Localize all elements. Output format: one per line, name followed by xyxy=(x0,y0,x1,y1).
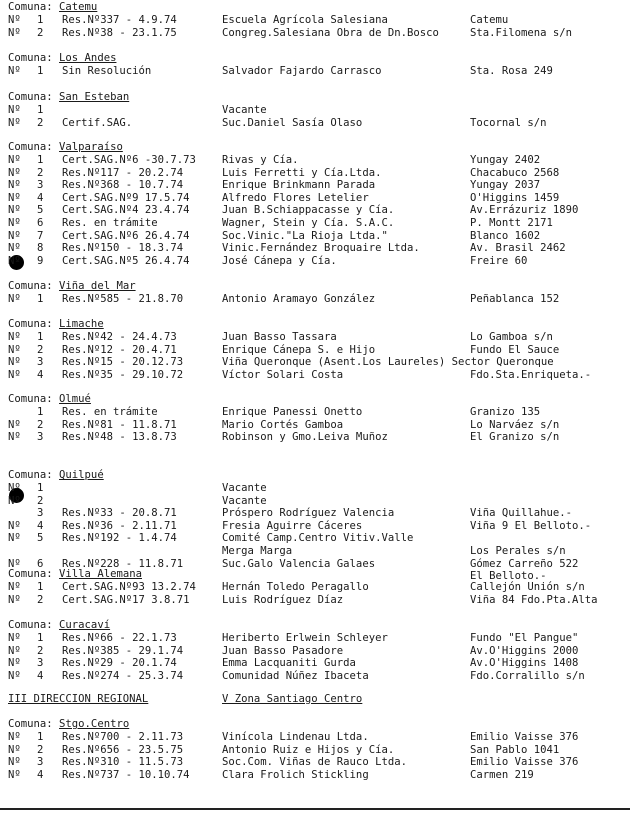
row-number: 1 xyxy=(37,331,44,343)
location: Yungay 2402 xyxy=(470,154,541,166)
location: Carmen 219 xyxy=(470,768,534,781)
holder-name: Salvador Fajardo Carrasco xyxy=(222,65,382,77)
comuna-name: Valparaíso xyxy=(59,141,123,153)
row-number-label: Nº xyxy=(8,191,21,204)
comuna-header xyxy=(0,280,630,293)
comuna-name: Los Andes xyxy=(59,52,117,64)
location: Tocornal s/n xyxy=(470,116,547,129)
row-number: 8 xyxy=(37,242,44,255)
row-number: 2 xyxy=(37,166,44,179)
row-number: 5 xyxy=(37,532,44,545)
location: Los Perales s/n xyxy=(470,544,566,557)
table-row xyxy=(0,744,630,757)
comuna-label: Comuna: xyxy=(8,141,53,153)
comuna-section xyxy=(0,393,630,444)
holder-name: Juan Basso Tassara xyxy=(222,331,337,343)
row-number: 7 xyxy=(37,229,44,242)
comuna-name: Quilpué xyxy=(59,469,104,481)
comuna-label: Comuna: xyxy=(8,619,53,631)
comuna-name: Catemu xyxy=(59,1,98,13)
location: Fdo.Corralillo s/n xyxy=(470,669,585,682)
row-number: 1 xyxy=(37,482,44,494)
row-number: 2 xyxy=(37,343,44,356)
comuna-section xyxy=(0,619,630,682)
location: Sta.Filomena s/n xyxy=(470,26,573,39)
table-row xyxy=(0,507,630,520)
row-number: 5 xyxy=(37,204,44,217)
holder-name: Vinic.Fernández Broquaire Ltda. xyxy=(222,242,420,255)
holder-name: Comité Camp.Centro Vitiv.Valle xyxy=(222,532,414,545)
row-number-label: Nº xyxy=(8,14,21,26)
location: Viña 84 Fdo.Pta.Alta xyxy=(470,593,598,606)
table-row xyxy=(0,657,630,670)
table-row xyxy=(0,192,630,205)
row-number: 3 xyxy=(37,179,44,192)
holder-name: Merga Marga xyxy=(222,544,293,557)
resolution: Res. en trámite xyxy=(62,216,158,229)
row-number-label: Nº xyxy=(8,216,21,229)
table-row xyxy=(0,344,630,357)
holder-name: Antonio Ruiz e Hijos y Cía. xyxy=(222,743,395,756)
row-number-label: Nº xyxy=(8,644,21,657)
row-number: 2 xyxy=(37,593,44,606)
location: Catemu xyxy=(470,14,509,26)
row-number: 9 xyxy=(37,254,44,267)
row-number: 3 xyxy=(37,431,44,444)
comuna-header xyxy=(0,469,630,482)
comuna-section xyxy=(0,1,630,39)
table-row xyxy=(0,331,630,344)
comuna-name: Olmué xyxy=(59,393,91,405)
location: Fundo "El Pangue" xyxy=(470,632,579,644)
row-number: 2 xyxy=(37,418,44,431)
location: Av.O'Higgins 2000 xyxy=(470,644,579,657)
resolution: Res.Nº337 - 4.9.74 xyxy=(62,14,177,26)
row-number: 1 xyxy=(37,14,44,26)
location: El Granizo s/n xyxy=(470,431,560,444)
location: El Belloto.- xyxy=(470,570,547,583)
holder-name: Fresia Aguirre Cáceres xyxy=(222,519,363,532)
resolution: Res.Nº274 - 25.3.74 xyxy=(62,669,184,682)
location: Av.Errázuriz 1890 xyxy=(470,204,579,217)
holder-name: Enrique Panessi Onetto xyxy=(222,406,363,418)
resolution: Cert.SAG.Nº9 17.5.74 xyxy=(62,191,190,204)
holder-name: Congreg.Salesiana Obra de Dn.Bosco xyxy=(222,26,439,39)
row-number: 4 xyxy=(37,191,44,204)
holder-name: Próspero Rodríguez Valencia xyxy=(222,507,395,520)
comuna-name: Curacaví xyxy=(59,619,111,631)
location: San Pablo 1041 xyxy=(470,743,560,756)
resolution: Res.Nº33 - 20.8.71 xyxy=(62,507,177,520)
comuna-label: Comuna: xyxy=(8,1,53,13)
location: Freire 60 xyxy=(470,254,528,267)
holder-name: Soc.Vinic."La Rioja Ltda." xyxy=(222,229,388,242)
location: Emilio Vaisse 376 xyxy=(470,756,579,769)
resolution: Cert.SAG.Nº93 13.2.74 xyxy=(62,581,196,593)
location: Yungay 2037 xyxy=(470,179,541,192)
table-row xyxy=(0,495,630,508)
row-number: 1 xyxy=(37,632,44,644)
location: Lo Gamboa s/n xyxy=(470,331,553,343)
comuna-header xyxy=(0,718,630,731)
holder-name: Soc.Com. Viñas de Rauco Ltda. xyxy=(222,756,407,769)
comuna-section xyxy=(0,469,630,583)
comuna-header xyxy=(0,52,630,65)
comuna-section xyxy=(0,52,630,78)
resolution: Res.Nº228 - 11.8.71 xyxy=(62,557,184,570)
holder-name: Vacante xyxy=(222,494,267,507)
table-row xyxy=(0,154,630,167)
resolution: Res.Nº700 - 2.11.73 xyxy=(62,731,184,743)
resolution: Cert.SAG.Nº6 -30.7.73 xyxy=(62,154,196,166)
resolution: Res.Nº585 - 21.8.70 xyxy=(62,293,184,305)
holder-name: Comunidad Núñez Ibaceta xyxy=(222,669,369,682)
row-number: 3 xyxy=(37,356,44,369)
resolution: Res.Nº35 - 29.10.72 xyxy=(62,368,184,381)
comuna-header xyxy=(0,568,630,581)
holder-name: Vacante xyxy=(222,104,267,116)
resolution: Res.Nº117 - 20.2.74 xyxy=(62,166,184,179)
comuna-label: Comuna: xyxy=(8,469,53,481)
table-row xyxy=(0,594,630,607)
table-row xyxy=(0,632,630,645)
row-number-label: Nº xyxy=(8,26,21,39)
row-number: 3 xyxy=(37,756,44,769)
table-row xyxy=(0,520,630,533)
comuna-header xyxy=(0,91,630,104)
row-number-label: Nº xyxy=(8,494,21,507)
resolution: Res.Nº368 - 10.7.74 xyxy=(62,179,184,192)
row-number-label: Nº xyxy=(8,242,21,255)
resolution: Res. en trámite xyxy=(62,406,158,418)
row-number-label: Nº xyxy=(8,756,21,769)
table-row xyxy=(0,670,630,683)
location: Blanco 1602 xyxy=(470,229,541,242)
resolution: Res.Nº12 - 20.4.71 xyxy=(62,343,177,356)
row-number-label: Nº xyxy=(8,557,21,570)
resolution: Res.Nº81 - 11.8.71 xyxy=(62,418,177,431)
resolution: Cert.SAG.Nº4 23.4.74 xyxy=(62,204,190,217)
comuna-name: Limache xyxy=(59,318,104,330)
row-number: 2 xyxy=(37,494,44,507)
row-number: 3 xyxy=(37,657,44,670)
resolution: Certif.SAG. xyxy=(62,116,133,129)
table-row xyxy=(0,369,630,382)
row-number-label: Nº xyxy=(8,768,21,781)
resolution: Sin Resolución xyxy=(62,65,152,77)
holder-name: Escuela Agrícola Salesiana xyxy=(222,14,388,26)
comuna-section xyxy=(0,280,630,306)
row-number-label: Nº xyxy=(8,632,21,644)
resolution: Res.Nº29 - 20.1.74 xyxy=(62,657,177,670)
table-row xyxy=(0,545,630,558)
row-number-label: Nº xyxy=(8,532,21,545)
comuna-section xyxy=(0,318,630,381)
table-row xyxy=(0,104,630,117)
table-row xyxy=(0,731,630,744)
resolution: Res.Nº38 - 23.1.75 xyxy=(62,26,177,39)
row-number-label: Nº xyxy=(8,293,21,305)
row-number: 4 xyxy=(37,368,44,381)
table-row xyxy=(0,419,630,432)
location: Av. Brasil 2462 xyxy=(470,242,566,255)
table-row xyxy=(0,255,630,268)
row-number-label: Nº xyxy=(8,418,21,431)
comuna-header xyxy=(0,393,630,406)
comuna-name: San Esteban xyxy=(59,91,130,103)
holder-name: Enrique Cánepa S. e Hijo xyxy=(222,343,376,356)
comuna-name: Viña del Mar xyxy=(59,280,136,292)
holder-name: Enrique Brinkmann Parada xyxy=(222,179,376,192)
row-number: 6 xyxy=(37,557,44,570)
resolution: Res.Nº15 - 20.12.73 xyxy=(62,356,184,369)
location: Callejón Unión s/n xyxy=(470,581,585,593)
holder-name: José Cánepa y Cía. xyxy=(222,254,337,267)
row-number: 1 xyxy=(37,731,44,743)
holder-name: Vinícola Lindenau Ltda. xyxy=(222,731,369,743)
location: Av.O'Higgins 1408 xyxy=(470,657,579,670)
holder-name: Robinson y Gmo.Leiva Muñoz xyxy=(222,431,388,444)
table-row xyxy=(0,756,630,769)
table-row xyxy=(0,645,630,658)
table-row xyxy=(0,117,630,130)
location: Fdo.Sta.Enriqueta.- xyxy=(470,368,592,381)
comuna-header xyxy=(0,141,630,154)
comuna-section xyxy=(0,91,630,129)
row-number-label: Nº xyxy=(8,743,21,756)
location: Emilio Vaisse 376 xyxy=(470,731,579,743)
resolution: Cert.SAG.Nº6 26.4.74 xyxy=(62,229,190,242)
row-number: 1 xyxy=(37,65,44,77)
comuna-header xyxy=(0,1,630,14)
comuna-section xyxy=(0,141,630,267)
comuna-label: Comuna: xyxy=(8,568,53,580)
row-number-label: Nº xyxy=(8,331,21,343)
comuna-label: Comuna: xyxy=(8,393,53,405)
resolution: Res.Nº66 - 22.1.73 xyxy=(62,632,177,644)
row-number: 1 xyxy=(37,581,44,593)
holder-name: Juan B.Schiappacasse y Cía. xyxy=(222,204,395,217)
comuna-label: Comuna: xyxy=(8,52,53,64)
row-number: 2 xyxy=(37,743,44,756)
holder-name: Emma Lacquaniti Gurda xyxy=(222,657,356,670)
row-number-label: Nº xyxy=(8,229,21,242)
location: Peñablanca 152 xyxy=(470,293,560,305)
row-number: 2 xyxy=(37,644,44,657)
row-number: 4 xyxy=(37,669,44,682)
comuna-label: Comuna: xyxy=(8,318,53,330)
table-row xyxy=(0,230,630,243)
resolution: Res.Nº385 - 29.1.74 xyxy=(62,644,184,657)
row-number-label: Nº xyxy=(8,581,21,593)
table-row xyxy=(0,204,630,217)
row-number: 3 xyxy=(37,507,44,520)
table-row xyxy=(0,532,630,545)
row-number-label: Nº xyxy=(8,65,21,77)
row-number-label: Nº xyxy=(8,343,21,356)
row-number-label: Nº xyxy=(8,431,21,444)
holder-name: Suc.Galo Valencia Galaes xyxy=(222,557,376,570)
table-row xyxy=(0,179,630,192)
table-row xyxy=(0,65,630,78)
row-number-label: Nº xyxy=(8,154,21,166)
row-number: 1 xyxy=(37,154,44,166)
table-row xyxy=(0,356,630,369)
holder-name: Viña Queronque (Asent.Los Laureles) Sector Queronque xyxy=(222,356,554,369)
table-row xyxy=(0,167,630,180)
resolution: Cert.SAG.Nº5 26.4.74 xyxy=(62,254,190,267)
holder-name: Alfredo Flores Letelier xyxy=(222,191,369,204)
holder-name: Antonio Aramayo González xyxy=(222,293,376,305)
table-row xyxy=(0,293,630,306)
row-number-label: Nº xyxy=(8,179,21,192)
row-number-label: Nº xyxy=(8,368,21,381)
resolution: Res.Nº737 - 10.10.74 xyxy=(62,768,190,781)
row-number-label: Nº xyxy=(8,104,21,116)
resolution: Cert.SAG.Nº17 3.8.71 xyxy=(62,593,190,606)
region-direccion: III DIRECCION REGIONAL xyxy=(8,693,149,705)
resolution: Res.Nº310 - 11.5.73 xyxy=(62,756,184,769)
resolution: Res.Nº192 - 1.4.74 xyxy=(62,532,177,545)
region-zona: V Zona Santiago Centro xyxy=(222,693,363,705)
comuna-section xyxy=(0,718,630,781)
row-number-label: Nº xyxy=(8,204,21,217)
holder-name: Hernán Toledo Peragallo xyxy=(222,581,369,593)
table-row xyxy=(0,14,630,27)
table-row xyxy=(0,217,630,230)
row-number: 2 xyxy=(37,116,44,129)
row-number: 4 xyxy=(37,768,44,781)
row-number: 2 xyxy=(37,26,44,39)
resolution: Res.Nº656 - 23.5.75 xyxy=(62,743,184,756)
row-number-label: Nº xyxy=(8,166,21,179)
row-number: 4 xyxy=(37,519,44,532)
row-number-label: Nº xyxy=(8,731,21,743)
row-number-label: Nº xyxy=(8,657,21,670)
table-row xyxy=(0,482,630,495)
table-row xyxy=(0,242,630,255)
holder-name: Juan Basso Pasadore xyxy=(222,644,344,657)
row-number: 1 xyxy=(37,293,44,305)
holder-name: Víctor Solari Costa xyxy=(222,368,344,381)
resolution: Res.Nº48 - 13.8.73 xyxy=(62,431,177,444)
comuna-name: Stgo.Centro xyxy=(59,718,130,730)
comuna-label: Comuna: xyxy=(8,91,53,103)
holder-name: Wagner, Stein y Cía. S.A.C. xyxy=(222,216,395,229)
row-number-label: Nº xyxy=(8,254,21,267)
holder-name: Rivas y Cía. xyxy=(222,154,299,166)
location: Viña 9 El Belloto.- xyxy=(470,519,592,532)
row-number-label: Nº xyxy=(8,356,21,369)
table-row xyxy=(0,431,630,444)
resolution: Res.Nº36 - 2.11.71 xyxy=(62,519,177,532)
comuna-header xyxy=(0,318,630,331)
table-row xyxy=(0,581,630,594)
table-row xyxy=(0,406,630,419)
location: P. Montt 2171 xyxy=(470,216,553,229)
comuna-label: Comuna: xyxy=(8,280,53,292)
location: Viña Quillahue.- xyxy=(470,507,573,520)
holder-name: Clara Frolich Stickling xyxy=(222,768,369,781)
holder-name: Suc.Daniel Sasía Olaso xyxy=(222,116,363,129)
holder-name: Luis Ferretti y Cía.Ltda. xyxy=(222,166,382,179)
row-number-label: Nº xyxy=(8,669,21,682)
row-number: 1 xyxy=(37,104,44,116)
region-heading xyxy=(0,693,630,707)
row-number: 6 xyxy=(37,216,44,229)
location: Sta. Rosa 249 xyxy=(470,65,553,77)
holder-name: Heriberto Erlwein Schleyer xyxy=(222,632,388,644)
comuna-section xyxy=(0,568,630,606)
bottom-rule xyxy=(0,808,630,810)
comuna-name: Villa Alemana xyxy=(59,568,142,580)
comuna-header xyxy=(0,619,630,632)
row-number-label: Nº xyxy=(8,116,21,129)
holder-name: Mario Cortés Gamboa xyxy=(222,418,344,431)
location: Fundo El Sauce xyxy=(470,343,560,356)
row-number-label: Nº xyxy=(8,593,21,606)
resolution: Res.Nº42 - 24.4.73 xyxy=(62,331,177,343)
location: Chacabuco 2568 xyxy=(470,166,560,179)
row-number-label: Nº xyxy=(8,519,21,532)
holder-name: Luis Rodríguez Díaz xyxy=(222,593,344,606)
resolution: Res.Nº150 - 18.3.74 xyxy=(62,242,184,255)
holder-name: Vacante xyxy=(222,482,267,494)
location: Lo Narváez s/n xyxy=(470,418,560,431)
location: Gómez Carreño 522 xyxy=(470,557,579,570)
row-number: 1 xyxy=(37,406,44,418)
row-number-label: Nº xyxy=(8,482,21,494)
table-row xyxy=(0,27,630,40)
table-row xyxy=(0,769,630,782)
location: Granizo 135 xyxy=(470,406,541,418)
location: O'Higgins 1459 xyxy=(470,191,560,204)
comuna-label: Comuna: xyxy=(8,718,53,730)
